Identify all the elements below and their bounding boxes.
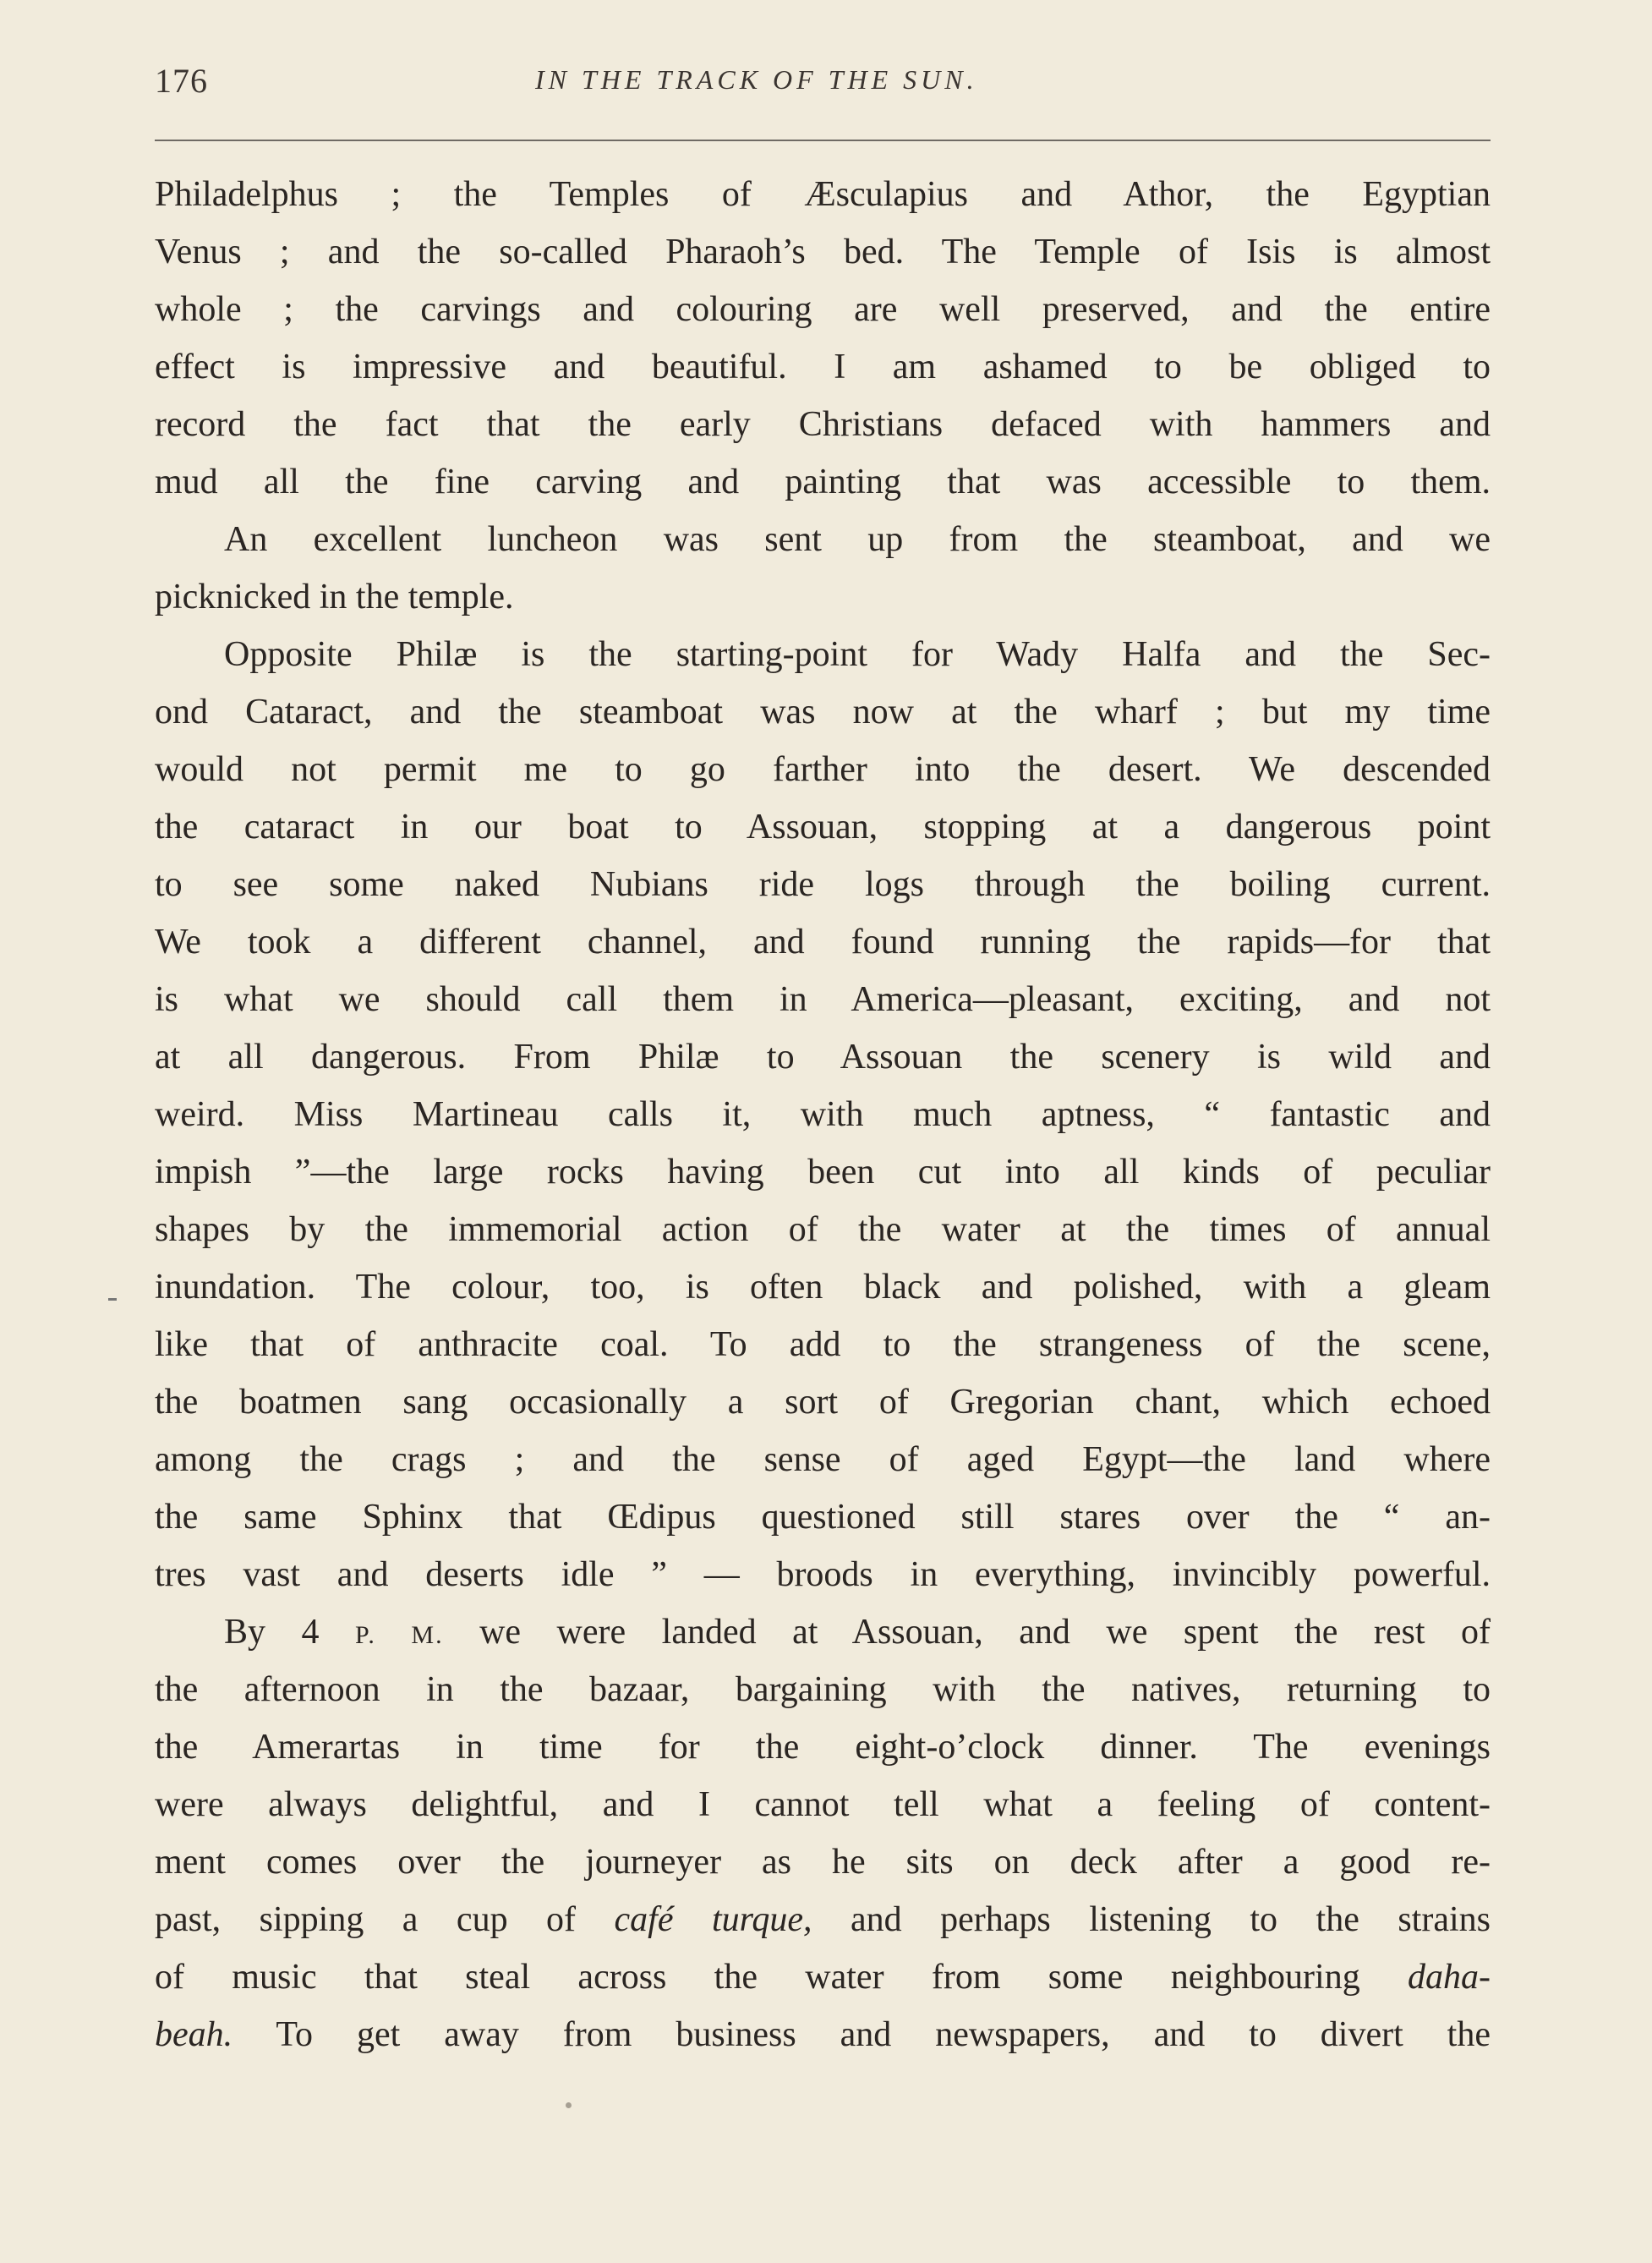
text-line: the Amerartas in time for the eight-o’clock dinner. The evenings xyxy=(155,1728,1491,1767)
body-text xyxy=(155,166,1491,2063)
text-line: the afternoon in the bazaar, bargaining with the natives, returning to xyxy=(155,1670,1491,1709)
text-line: Opposite Philæ is the starting-point for Wady Halfa and the Sec- xyxy=(224,635,1491,674)
text-line xyxy=(155,1948,1491,2006)
line-segment: and perhaps listening to the strains xyxy=(812,1900,1491,1939)
text-line: An excellent luncheon was sent up from the steamboat, and we xyxy=(224,520,1491,559)
text-line: were always delightful, and I cannot tell what a feeling of content- xyxy=(155,1785,1491,1824)
line-segment: To get away from business and newspapers, and to divert the xyxy=(232,2015,1491,2054)
margin-mark xyxy=(108,1298,117,1301)
text-line xyxy=(155,1891,1491,1948)
text-line: at all dangerous. From Philæ to Assouan the scenery is wild and xyxy=(155,1038,1491,1077)
line-segment: we were landed at Assouan, and we spent the rest of xyxy=(443,1613,1491,1652)
text-line xyxy=(155,1603,1491,1661)
text-line: the boatmen sang occasionally a sort of Gregorian chant, which echoed xyxy=(155,1383,1491,1422)
text-line: ment comes over the journeyer as he sits on deck after a good re- xyxy=(155,1843,1491,1882)
page-number: 176 xyxy=(155,62,208,100)
text-line: the cataract in our boat to Assouan, stopping at a dangerous point xyxy=(155,808,1491,847)
text-line: shapes by the immemorial action of the water at the times of annual xyxy=(155,1210,1491,1249)
text-line: picknicked in the temple. xyxy=(155,578,514,616)
line-segment: of music that steal across the water from some neighbouring xyxy=(155,1958,1408,1997)
text-line: effect is impressive and beautiful. I am ashamed to be obliged to xyxy=(155,348,1491,386)
text-line: tres vast and deserts idle ” — broods in everything, invincibly powerful. xyxy=(155,1555,1491,1594)
running-head xyxy=(155,61,1491,112)
text-line: Philadelphus ; the Temples of Æsculapius and Athor, the Egyptian xyxy=(155,175,1491,214)
text-line: weird. Miss Martineau calls it, with much aptness, “ fantastic and xyxy=(155,1095,1491,1134)
italic-text: daha- xyxy=(1408,1958,1491,1997)
text-line: record the fact that the early Christians defaced with hammers and xyxy=(155,405,1491,444)
text-line: ond Cataract, and the steamboat was now at the wharf ; but my time xyxy=(155,693,1491,732)
text-line xyxy=(155,2006,1491,2063)
text-line: to see some naked Nubians ride logs through the boiling current. xyxy=(155,865,1491,904)
text-line: mud all the fine carving and painting that was accessible to them. xyxy=(155,463,1491,501)
italic-text: café turque, xyxy=(614,1900,812,1939)
header-rule xyxy=(155,140,1491,141)
paper-speck xyxy=(566,2102,572,2108)
text-line: among the crags ; and the sense of aged Egypt—the land where xyxy=(155,1440,1491,1479)
running-title: IN THE TRACK OF THE SUN. xyxy=(535,64,978,95)
text-line: would not permit me to go farther into the desert. We descended xyxy=(155,750,1491,789)
line-segment: By 4 xyxy=(224,1613,356,1652)
line-segment: past, sipping a cup of xyxy=(155,1900,615,1939)
text-line: like that of anthracite coal. To add to the strangeness of the scene, xyxy=(155,1325,1491,1364)
small-caps-text: P. M. xyxy=(355,1621,444,1649)
text-line: Venus ; and the so-called Pharaoh’s bed. The Temple of Isis is almost xyxy=(155,233,1491,271)
text-line: impish ”—the large rocks having been cut into all kinds of peculiar xyxy=(155,1153,1491,1192)
text-line: whole ; the carvings and colouring are well preserved, and the entire xyxy=(155,290,1491,329)
text-line: is what we should call them in America—pleasant, exciting, and not xyxy=(155,980,1491,1019)
italic-text: beah. xyxy=(155,2015,233,2054)
text-line: inundation. The colour, too, is often black and polished, with a gleam xyxy=(155,1268,1491,1307)
text-line: We took a different channel, and found running the rapids—for that xyxy=(155,923,1491,962)
text-line: the same Sphinx that Œdipus questioned still stares over the “ an- xyxy=(155,1498,1491,1537)
